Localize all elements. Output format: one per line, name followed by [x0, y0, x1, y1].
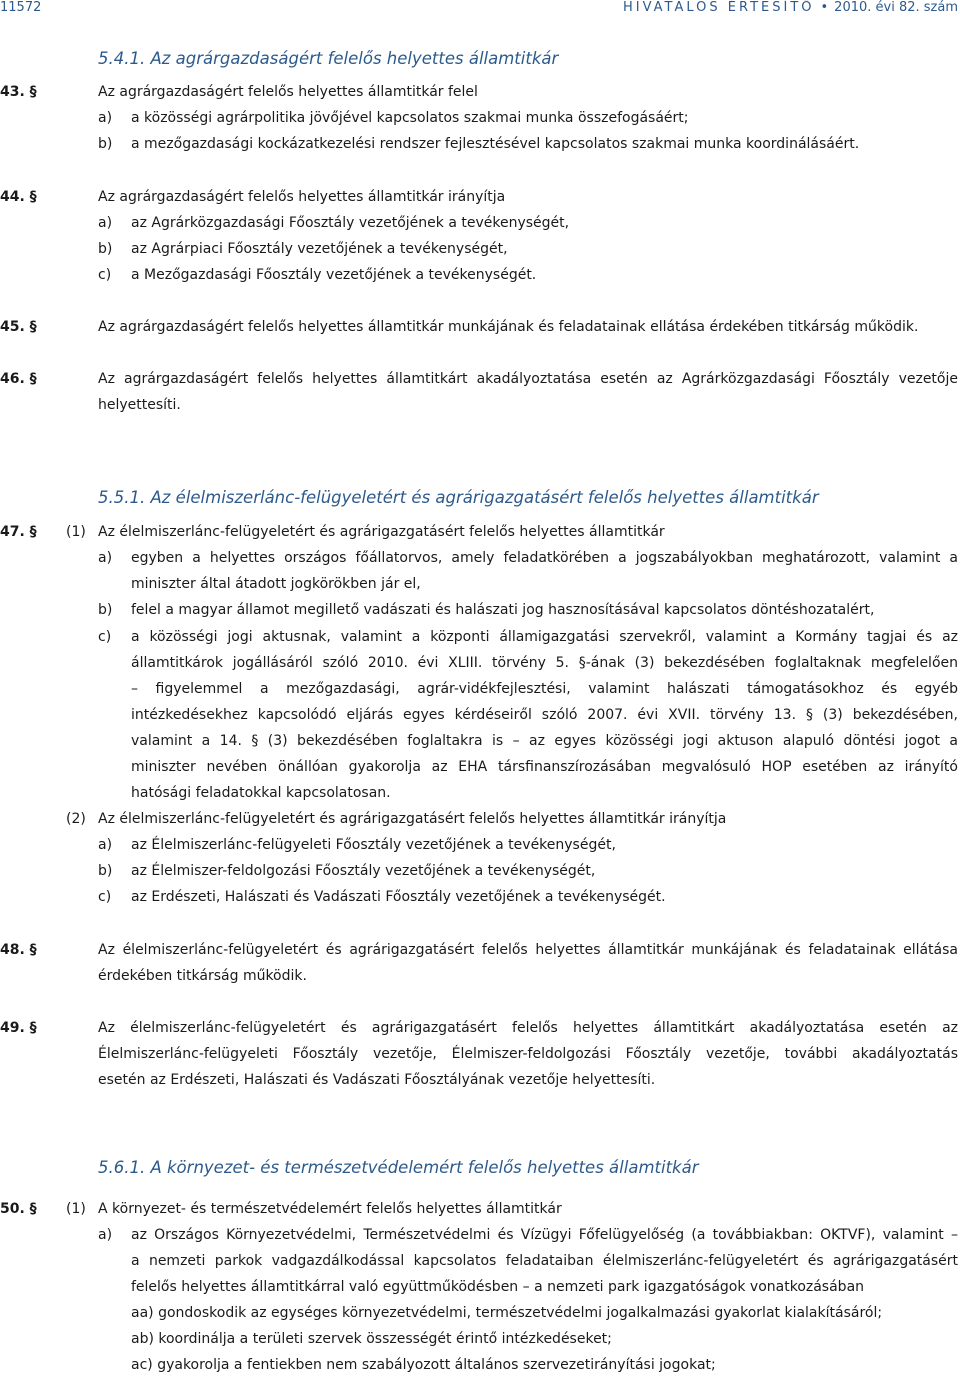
- line-text: intézkedésekhez kapcsolódó eljárás egyes kérdéseiről szóló 2007. évi XVII. törvény 13. § (3) bekezdésében,: [131, 707, 958, 723]
- line-text: esetén az Erdészeti, Halászati és Vadászati Főosztályának vezetője helyettesíti.: [98, 1072, 656, 1088]
- paragraph-line: [0, 1352, 960, 1378]
- section-number: 44. §: [0, 189, 37, 205]
- paragraph-line: [0, 676, 960, 702]
- line-text: A környezet- és természetvédelemért felelős helyettes államtitkár: [98, 1201, 562, 1217]
- line-text: felel a magyar államot megillető vadászati és halászati jog hasznosításával kapcsolatos döntéshozatalért,: [131, 602, 875, 618]
- line-text: ac) gyakorolja a fentiekben nem szabályozott általános szervezetirányítási jogokat;: [131, 1357, 716, 1373]
- line-text: miniszter nevében önállóan gyakorolja az EHA társfinanszírozásában megvalósuló HOP esetében az irányító: [131, 759, 958, 775]
- paragraph-line: [0, 832, 960, 858]
- paragraph-line: [0, 963, 960, 989]
- paragraph-line: [0, 937, 960, 963]
- line-text: helyettesíti.: [98, 397, 181, 413]
- paragraph-line: [0, 262, 960, 288]
- paragraph-line: [0, 1300, 960, 1326]
- section-number: 47. §: [0, 524, 37, 540]
- line-text: – figyelemmel a mezőgazdasági, agrár-vidékfejlesztési, valamint halászati támogatásokhoz és egyéb: [131, 681, 958, 697]
- line-text: az Agrárpiaci Főosztály vezetőjének a tevékenységét,: [131, 241, 508, 257]
- running-header: [623, 0, 958, 15]
- line-text: az Országos Környezetvédelmi, Természetvédelmi és Vízügyi Főfelügyelőség (a továbbiakban: OKTVF), valamint –: [131, 1227, 958, 1243]
- paragraph-line: [0, 314, 960, 340]
- paragraph-line: [0, 79, 960, 105]
- paragraph-line: [0, 702, 960, 728]
- line-text: az Élelmiszerlánc-felügyeleti Főosztály vezetőjének a tevékenységét,: [131, 837, 616, 853]
- item-label: a): [98, 110, 113, 126]
- paragraph-line: [0, 236, 960, 262]
- line-text: az Agrárközgazdasági Főosztály vezetőjének a tevékenységét,: [131, 215, 570, 231]
- issue-label: 2010. évi 82. szám: [834, 0, 958, 15]
- paragraph-line: [0, 650, 960, 676]
- line-text: a közösségi agrárpolitika jövőjével kapcsolatos szakmai munka összefogásáért;: [131, 110, 689, 126]
- paragraph-line: [0, 884, 960, 910]
- item-label: b): [98, 136, 113, 152]
- paragraph-line: [0, 1196, 960, 1222]
- subsection-number: (2): [66, 811, 86, 827]
- line-text: Az élelmiszerlánc-felügyeletért és agrárigazgatásért felelős helyettes államtitkár: [98, 524, 665, 540]
- paragraph-line: [0, 184, 960, 210]
- line-text: Az agrárgazdaságért felelős helyettes államtitkár felel: [98, 84, 478, 100]
- paragraph-line: [0, 806, 960, 832]
- item-label: b): [98, 602, 113, 618]
- line-text: Az élelmiszerlánc-felügyeletért és agrárigazgatásért felelős helyettes államtitkár irányítja: [98, 811, 727, 827]
- line-text: az Élelmiszer-feldolgozási Főosztály vezetőjének a tevékenységét,: [131, 863, 596, 879]
- item-label: b): [98, 863, 113, 879]
- header-separator: •: [820, 0, 829, 15]
- item-label: a): [98, 215, 113, 231]
- line-text: Az élelmiszerlánc-felügyeletért és agrárigazgatásért felelős helyettes államtitkárt akadályoztatása esetén az: [98, 1020, 958, 1036]
- line-text: hatósági feladatokkal kapcsolatosan.: [131, 785, 391, 801]
- subsection-number: (1): [66, 524, 86, 540]
- line-text: egyben a helyettes országos főállatorvos, amely feladatkörében a jogszabályokban meghatározott, valamint a: [131, 550, 958, 566]
- line-text: Az agrárgazdaságért felelős helyettes államtitkár irányítja: [98, 189, 506, 205]
- page-number: 11572: [0, 0, 42, 15]
- paragraph-line: [0, 571, 960, 597]
- paragraph-line: [0, 624, 960, 650]
- line-text: a közösségi jogi aktusnak, valamint a központi államigazgatási szervekről, valamint a Kormány tagjai és az: [131, 629, 958, 645]
- section-title: 5.5.1. Az élelmiszerlánc-felügyeletért és agrárigazgatásért felelős helyettes államtitkár: [98, 488, 819, 507]
- paragraph-line: [0, 1274, 960, 1300]
- line-text: Élelmiszerlánc-felügyeleti Főosztály vezetője, Élelmiszer-feldolgozási Főosztály vezetője, további akadályoztatás: [98, 1046, 958, 1062]
- paragraph-line: [0, 1222, 960, 1248]
- line-text: az Erdészeti, Halászati és Vadászati Főosztály vezetőjének a tevékenységét.: [131, 889, 666, 905]
- paragraph-line: [0, 131, 960, 157]
- paragraph-line: [0, 366, 960, 392]
- paragraph-line: [0, 1067, 960, 1093]
- paragraph-line: [0, 728, 960, 754]
- line-text: államtitkárok jogállásáról szóló 2010. évi XLIII. törvény 5. §-ának (3) bekezdésében foglaltaknak megfelelően: [131, 655, 958, 671]
- line-text: Az élelmiszerlánc-felügyeletért és agrárigazgatásért felelős helyettes államtitkár munkájának és feladatainak ellátása: [98, 942, 958, 958]
- item-label: c): [98, 889, 112, 905]
- paragraph-line: [0, 1326, 960, 1352]
- line-text: Az agrárgazdaságért felelős helyettes államtitkár munkájának és feladatainak ellátása érdekében titkárság működik.: [98, 319, 919, 335]
- section-title: 5.6.1. A környezet- és természetvédelemért felelős helyettes államtitkár: [98, 1158, 699, 1177]
- paragraph-line: [0, 754, 960, 780]
- item-label: a): [98, 837, 113, 853]
- section-number: 48. §: [0, 942, 37, 958]
- section-number: 46. §: [0, 371, 37, 387]
- item-label: c): [98, 267, 112, 283]
- item-label: a): [98, 550, 113, 566]
- line-text: a Mezőgazdasági Főosztály vezetőjének a tevékenységét.: [131, 267, 537, 283]
- line-text: érdekében titkárság működik.: [98, 968, 307, 984]
- paragraph-line: [0, 780, 960, 806]
- item-label: a): [98, 1227, 113, 1243]
- paragraph-line: [0, 210, 960, 236]
- paragraph-line: [0, 392, 960, 418]
- subsection-number: (1): [66, 1201, 86, 1217]
- paragraph-line: [0, 1248, 960, 1274]
- paragraph-line: [0, 858, 960, 884]
- publication-title: HIVATALOS ÉRTESÍTŐ: [623, 0, 815, 15]
- section-title: 5.4.1. Az agrárgazdaságért felelős helyettes államtitkár: [98, 49, 559, 68]
- paragraph-line: [0, 105, 960, 131]
- paragraph-line: [0, 519, 960, 545]
- paragraph-line: [0, 545, 960, 571]
- line-text: valamint a 14. § (3) bekezdésében foglaltakra is – az egyes közösségi jogi aktuson alapuló döntési jogot a: [131, 733, 958, 749]
- section-number: 49. §: [0, 1020, 37, 1036]
- paragraph-line: [0, 1041, 960, 1067]
- item-label: c): [98, 629, 112, 645]
- section-number: 43. §: [0, 84, 37, 100]
- paragraph-line: [0, 1015, 960, 1041]
- line-text: miniszter által átadott jogkörökben jár el,: [131, 576, 421, 592]
- line-text: felelős helyettes államtitkárral való együttműködésben – a nemzeti park igazgatóságok vonatkozásában: [131, 1279, 865, 1295]
- section-number: 45. §: [0, 319, 37, 335]
- line-text: Az agrárgazdaságért felelős helyettes államtitkárt akadályoztatása esetén az Agrárközgazdasági Főosztály vezetője: [98, 371, 958, 387]
- section-number: 50. §: [0, 1201, 37, 1217]
- paragraph-line: [0, 597, 960, 623]
- item-label: b): [98, 241, 113, 257]
- line-text: ab) koordinálja a területi szervek összességét érintő intézkedéseket;: [131, 1331, 612, 1347]
- line-text: a mezőgazdasági kockázatkezelési rendszer fejlesztésével kapcsolatos szakmai munka koordinálásáért.: [131, 136, 860, 152]
- line-text: a nemzeti parkok vadgazdálkodással kapcsolatos feladataiban élelmiszerlánc-felügyeletért és agrárigazgatásért: [131, 1253, 958, 1269]
- line-text: aa) gondoskodik az egységes környezetvédelmi, természetvédelmi jogalkalmazási gyakorlat kialakításáról;: [131, 1305, 883, 1321]
